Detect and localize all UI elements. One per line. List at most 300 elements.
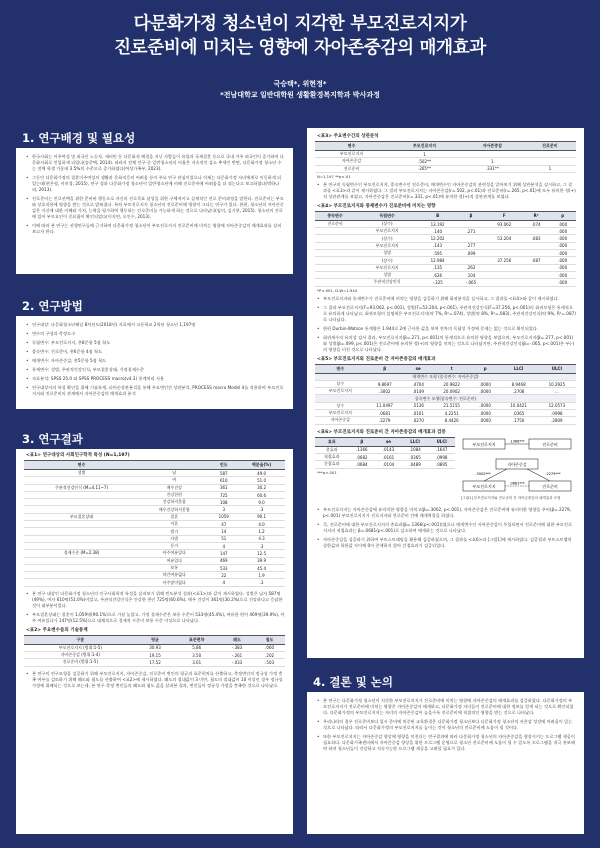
table-row [24,579,285,586]
table-row [24,557,285,564]
table-cell: .0143 [375,446,402,453]
table-row [315,461,455,468]
table-cell: .0365 [500,410,538,417]
table-cell: 성별 [24,470,139,477]
table-cell: 별거 [139,528,209,535]
table-cell: 37.256 [486,257,523,264]
table-header-cell: ULCI [428,437,455,446]
table-header-cell: se [375,437,402,446]
table5-caption: <표5> 부모진로지지와 진로준비 간 자아존중감의 매개효과 [317,356,436,362]
table-cell: 12.202 [419,235,456,242]
table-header-cell: LLCI [500,364,538,373]
table-cell [524,158,576,165]
table-cell: 1 [388,151,461,158]
table-cell: .3 [238,506,285,513]
table-cell: 부모진로지지 [315,388,366,395]
table-cell: 4.2251 [433,410,471,417]
authors: 국승택*, 위현정* [273,80,327,88]
result-bullet: • 한편 Durbin-Watson 통계량은 1.944로 2에 근사한 값을 보여 잔차의 독립성 가정에 문제는 없는 것으로 확인되었다. [317,326,576,332]
table-cell [24,564,139,571]
table-cell: -.065 [456,279,486,286]
table-header-cell: β [456,211,486,220]
table-cell: .0681 [366,410,404,417]
table-cell: 약간여유없다 [139,572,209,579]
table-cell: 17.52 [137,659,174,666]
table2-notes [24,671,285,689]
table-cell: (상수) [355,220,419,227]
table-cell: .5136 [404,402,433,409]
table-row [315,235,576,242]
method-bullet: • 매개변수: 자아존중감, 총5문항 5점 척도 [26,358,285,364]
method-bullet: • 연구대상자의 특성 확인을 위해 기술통계, 피어슨상관분석을 통해 주요변인간 상관분석, PROCESS macro Model 4를 적용하여 부모진로지지와 진로준비의 관계에서 자아존중감의 매개효과 분석 [26,385,285,397]
background-list [16,154,293,235]
method-bullet: • 변수의 구성과 측정도구 [26,331,285,337]
table-cell: 10.2925 [538,380,576,387]
table-cell: 51 [209,535,238,542]
result-bullet: • 회귀계수의 유의성 검사 결과, 부모진로지지(β=.271, p<.001)의 통계적으로 유의한 영향을 보였으며, 부모진로지지(β=.277, p<.001)와 성별(β=.099, p<.001)은 진로준비에 유의한 정(+)의 영향을 미치는 것으로 나타났지만, 주관적건강인식(β=-.065, p<.001)은 부(-)의 영향을 미친 것으로 나타났다. [317,335,576,353]
table-cell: 3 [209,506,238,513]
table-cell: 건강한편 [139,491,209,498]
table-cell: 3.01 [173,659,219,666]
table-cell: .271 [456,228,486,235]
table-cell: 성별 [355,271,419,278]
table-header-cell: 독립변수 [355,211,419,220]
table3-caption: <표3> 주요변수간의 상관분석 [317,134,379,139]
table-cell [24,579,139,586]
table1-caption: <표1> 연구대상의 사회인구학적 특성 (N=1,197) [26,453,130,458]
table-cell: 12.984 [419,257,456,264]
table-cell [486,279,523,286]
background-bullet: • 진로준비는 진로선택을 위한 준비된 행동으로 자신의 진로목표 달성을 위한 구체적이고 실제적인 진로 준비과정을 말한다. 진로준비는 부모와 상호작용에 영향을 받는 것으로 밝혀졌다. 특히 부모진로지지 청소년의 진로준비에 영향이 크다는 연구가 있다. 한편, 청소년의 자아존중감은 자신에 대한 이해와 가치, 능력을 평가하여 행동하는 진로준비를 가능하게 하는 것으로 나타났다(임미, 김기현, 2015). 청소년의 진로에 있어 부모요인이 중요함이 확인되었다(이지연, 오인수, 2013). [26,196,285,220]
table-row [315,151,576,158]
table-row [315,250,576,257]
table-cell: .2809 [538,417,576,424]
table-cell: 이혼 [139,521,209,528]
table-header-cell: 표준편차 [173,635,219,644]
table-cell [456,257,486,264]
table-cell: .0000 [471,380,500,387]
table-cell [461,151,524,158]
table-cell: .0998 [428,453,455,460]
table-cell: 상수 [315,380,366,387]
table-header-cell: 진로준비 [524,142,576,151]
table-row [24,652,285,659]
table-row [315,453,455,460]
table-cell: 8.4426 [433,417,471,424]
table-cell: 남 [139,470,209,477]
table-cell: 4.0 [238,521,285,528]
table-row [24,513,285,520]
table-cell [315,264,355,271]
table-cell [24,528,139,535]
table2-caption: <표2> 주요변수들의 기술통계 [26,627,88,633]
table-cell: 진로준비 (범위:1-5) [24,659,137,666]
table-cell: 상수 [315,402,366,409]
table-cell: .0000 [471,417,500,424]
table-row [24,484,285,491]
table-cell: .143 [419,242,456,249]
table-row [24,535,285,542]
table-cell: -.383 [220,644,254,651]
table-header-cell: β [349,437,376,446]
table-cell [524,151,576,158]
table-cell: 주관적건강인식 (M=4.11~7) [24,484,139,491]
table-row [24,506,285,513]
table-cell: .0682 [349,453,376,460]
results-continued [307,128,584,658]
table-cell: 147 [209,550,238,557]
table-cell: 아주여유있다 [139,550,209,557]
table-cell: 건강하지못함 [139,499,209,506]
table-header-cell: B [419,211,456,220]
table-cell [24,572,139,579]
table-cell [456,235,486,242]
table-row [24,550,285,557]
section-title-results: 3. 연구결과 [16,429,293,449]
table-cell: 4.3 [238,535,285,542]
table1-demographics [24,460,285,587]
section-method [16,296,293,409]
table-header-cell: R² [523,211,550,220]
table-cell: .3002 [366,388,404,395]
table-row [24,528,285,535]
table-cell: 부모결혼상태 [24,513,139,520]
table-cell: 60.6 [238,491,285,498]
mediation-model-figure [459,437,576,495]
table-cell [24,535,139,542]
table-cell: 10.0421 [500,402,538,409]
table-row [315,257,576,264]
table-cell: .331** [461,165,524,172]
table-cell [315,250,355,257]
table-cell: 725 [209,491,238,498]
path-a-label: .3002*** [475,471,491,476]
table-cell: .502** [388,158,461,165]
result-bullet: • 그 결과 부모진로지지(F=93.062, p<.001), 성별(F=53.204, p<.001), 주관적건강인식(F=37.256, p<.001)의 회귀모형은 통계적으로 유의하게 나타났고, 회귀모형의 설명력은 부모진로지지(약 7%, R²=.074), 성별(약 8%, R²=.083), 주관적건강인식(약 9%, R²=.087)로 나타났다. [317,305,576,323]
table-cell: .0895 [428,461,455,468]
section-title-method: 2. 연구방법 [16,296,293,316]
path-c-direct-label: .0681*** [509,481,525,486]
table-row [24,572,285,579]
background-bullet: • 한국사회는 이주여성 및 외국인 노동자, 새터민 등 다문화적 배경을 지닌 사람들이 유입과 국제결혼 등으로 국내 거주 외국인이 증가하여 다문화사회로 진입하게 되었다(송준택, 2014). 따라서 전체 인구 중 일반청소년의 비율은 지속적인 감소 추세인 반면, 다문화가정 청소년 수는 전체 학생 가운데 3.5%의 수준으로 증가하였다(여성가족부, 2023). [26,154,285,172]
conclusion-bullet: • 또한 부모진로지지는 자아존중감 향상에 영향을 미친다는 연구결과에 따라 다문화가정 청소년의 자아존중감을 향상시키는 프로그램 제공이 필요하다. 다문화가족센터에서 자아존중감 향상을 위한 프로그램 운영으로 청소년 진로준비에 도움이 될 수 있도록 프로그램을 적극 홍보해야 하며 청소년들이 건강하고 지속가능한 프로그램 제공을 고려할 필요가 있다. [317,734,576,752]
table-header-cell: 평균 [137,635,174,644]
table-cell: 1.9 [238,572,285,579]
table-row [315,228,576,235]
table5-mediation [315,364,576,425]
table-cell: .265** [388,165,461,172]
result-bullet: • 자아존중감을 검증하기 위하여 부트스트래핑을 활용해 검증하였으며, 그 결과를 <표6>과 [그림1]에 제시하였다. 검증결과 부트스트랩의 상한값과 하한값 사이에 0이 존재하지 않아 간접효과가 검증되었다. [317,537,576,549]
table-cell: .000 [549,264,576,271]
table-cell: 직접효과 [315,453,349,460]
table-cell: .1647 [428,446,455,453]
table4-notes [315,296,576,353]
table-cell: .000 [549,257,576,264]
table-cell: .3 [238,579,285,586]
table-cell [486,271,523,278]
table-cell: .503 [254,659,285,666]
table-cell: 부모진로지지 [315,151,388,158]
table-cell: 경제수준 (M=2.38) [24,550,139,557]
table-cell: 361 [209,484,238,491]
table-cell [523,279,550,286]
table-subheader-cell: 종속변수 모형(종속변수: 진로준비) [315,395,576,402]
table-cell [523,271,550,278]
table-cell: .060 [254,644,285,651]
table-cell: 자아존중감 [315,158,388,165]
diagram-caption: [그림1] 부모진로지지와 진로준비 간 자아존중감의 매개효과 모형 [461,495,561,500]
table-cell: 자아존중감 [315,417,366,424]
table-cell: 5.86 [173,644,219,651]
table-cell: 51.0 [238,477,285,484]
table-cell: .4704 [404,380,433,387]
background-bullet: • 그동안 다문화가정의 결혼이주여성의 생활과 문화적응의 어려움 등이 주요 연구 관심이었으나 이제는 다문화가정 자녀에게로 이동하게 되었는데(현은형, 이미경, 2015), 연구 결과 다문화가정 청소년이 일반청소년에 비해 진로준비에 어려움을 더 겪는다고 보고하였다(박하나 외, 2013). [26,175,285,193]
table-cell [315,228,355,235]
table-cell: 부모진로지지 [315,410,366,417]
independent-label: 부모진로지지 [472,483,496,489]
table-row [315,410,576,417]
table-cell: 12.0573 [538,402,576,409]
table-cell: .104 [456,271,486,278]
table-cell: .262 [456,264,486,271]
method-bullet: • 독립변수: 부모진로지지, 총8문항 5점 척도 [26,340,285,346]
table-cell: .3 [238,542,285,549]
table-row [315,242,576,249]
table-cell [315,242,355,249]
method-bullet: • 자료분석: SPSS 25.0 와 SPSS PROCESS macro(v4.3) 통계처리 사용 [26,376,285,382]
table-cell: 20.0902 [433,388,471,395]
table-cell: 3.50 [173,652,219,659]
table-cell: 부모진로지지 (범위:1-5) [24,644,137,651]
method-bullet: • 종속변수: 진로준비, 총6문항 4점 척도 [26,349,285,355]
table3-correlation [315,141,576,173]
title-line2: 진로준비에 미치는 영향에 자아존중감의 매개효과 [114,38,486,58]
table-cell: .1084 [402,446,429,453]
table-cell [486,264,523,271]
table-cell: 21.5155 [433,402,471,409]
table-cell: .0104 [375,461,402,468]
table1-notes [24,591,285,624]
table-cell: 587 [209,470,238,477]
table-row [24,644,285,651]
table-header-cell: 효과 [315,437,349,446]
table-header-cell: 변수 [315,364,366,373]
table-cell: 469 [209,557,238,564]
table-cell: .277 [456,242,486,249]
table-cell: 14 [209,528,238,535]
table-cell: ... [538,388,576,395]
poster-header [0,0,600,112]
table-cell: 4 [209,542,238,549]
table-cell: .099 [456,250,486,257]
table-cell: .087 [523,257,550,264]
table-cell: .2708 [500,388,538,395]
table-cell: .0684 [349,461,376,468]
table-row [24,521,285,528]
table-row [315,220,576,227]
table-cell: .0270 [404,417,433,424]
mediation-diagram [459,437,576,504]
table-cell: 12.5 [238,550,285,557]
table-cell: .000 [549,228,576,235]
table-cell: 간접효과 [315,461,349,468]
table-cell: (상수) [355,257,419,264]
table-cell: 20.9822 [433,380,471,387]
table-cell [24,557,139,564]
table-cell: 총효과 [315,446,349,453]
table-cell [486,242,523,249]
table-cell: 진로준비 [315,165,388,172]
table-cell: 여 [139,477,209,484]
section-title-background: 1. 연구배경 및 필요성 [16,128,293,148]
table-cell [315,271,355,278]
table-row [24,499,285,506]
table-cell: 아주많이없다 [139,579,209,586]
table-cell [24,491,139,498]
table-cell [315,279,355,286]
table-cell: -.261 [220,652,254,659]
dependent-label: 진로준비 [542,483,558,489]
table-cell: 13.192 [419,220,456,227]
table3-notes [315,182,576,200]
table-header-cell [139,461,209,470]
table-cell: -.325 [419,279,456,286]
table-cell: 30.93 [137,644,174,651]
table-cell [24,499,139,506]
table-header-cell: p [549,211,576,220]
table-cell: 53.204 [486,235,523,242]
table6-effects [315,437,455,469]
table-cell: .140 [419,228,456,235]
table-cell: .0998 [538,410,576,417]
result-bullet: • 부모진로지지와 통제변수가 진로준비에 미치는 영향을 검증하기 위해 회귀분석을 실시하고, 그 결과를 <표4>와 같이 제시하였다. [317,296,576,302]
table-cell: .0000 [471,410,500,417]
path-c-total-label: .1366*** [509,439,525,444]
table-cell: 매우건강 [139,484,209,491]
table-row [315,402,576,409]
table-cell [24,506,139,513]
table-row [315,158,576,165]
table-cell [523,242,550,249]
table-header-cell: se [404,364,433,373]
table-cell [456,220,486,227]
table-cell: 30.2 [238,484,285,491]
section-results [16,429,293,834]
table-cell: 사별 [139,535,209,542]
table-cell: 108 [209,499,238,506]
table-cell [315,235,355,242]
table-cell: .000 [549,220,576,227]
result-bullet: • 본 연구 대상인 다문화가정 청소년의 인구사회학적 특성을 살펴보기 위해 빈도분석 결과(<표1>)과 같이 제시하였다. 성별은 남자 587명(49%), 여자 610명(51.0%)이었고, 주관적건강인식은 건강한 편인 725명(60.6%), 매우 건강이 361명(30.2%)으로 건강하다고 응답한 것이 대부분이었다. [26,591,285,609]
table-cell: .135 [419,264,456,271]
table-row [315,388,576,395]
table-cell: .2279 [366,417,404,424]
table-cell: 부모진로지지 [355,242,419,249]
conclusion-list [307,698,584,752]
table-cell: .0149 [404,388,433,395]
table-cell: 부모진로지지 [355,228,419,235]
table-cell: 45.4 [238,564,285,571]
table6-caption: <표6> 부모진로지지와 진로준비 간 자아존중감의 매개효과 검증 [317,429,446,435]
table-cell: .000 [549,250,576,257]
table-cell: 610 [209,477,238,484]
table-header-cell: ULCI [538,364,576,373]
table-cell: 여유있다 [139,557,209,564]
table-cell: 부모진로지지 [355,264,419,271]
table-cell [523,228,550,235]
table-cell: 성별 [355,250,419,257]
table3-note: N=1,197 **p<.01 [317,173,351,179]
table-cell: 1 [524,165,576,172]
method-bullet: • 통제변수: 성별, 주관적건강인식, 부모결혼상태, 가정경제수준 [26,367,285,373]
table-cell: .0000 [471,388,500,395]
table-cell: .000 [549,271,576,278]
section-conclusion [307,672,584,834]
table4-caption: <표4> 부모진로지지와 통제변수가 진로준비에 미치는 영향 [317,203,436,209]
table-row [315,165,576,172]
mediator-label: 자아존중감 [507,461,527,467]
table-row [24,470,285,477]
table-cell: .000 [549,279,576,286]
table-header-cell: 구분 [24,635,137,644]
table-row [24,542,285,549]
table-cell: .626 [419,271,456,278]
table-cell: 보통 [139,564,209,571]
table-header-cell: 백분율(%) [238,461,285,470]
table-cell [24,542,139,549]
independent-label-top: 부모진로지지 [472,441,496,447]
table-header-cell: 왜도 [220,635,254,644]
table-cell: 39.9 [238,557,285,564]
table-cell: 19.15 [137,652,174,659]
table-cell: .0489 [402,461,429,468]
table-cell: .000 [549,242,576,249]
result-bullet: • 본 연구의 연구모형을 검증하기 위해 부모진로지지, 자아존중감, 진로준비 변인의 평균과 표준편차를 산출하고, 측정변인의 정규성 가정 충족 여부를 검토하기 위해 왜도와 첨도를 산출하여 <표2>에 제시하였다. 왜도의 절대값이 3 미만, 첨도의 절대값이 10 이상인 경우 정규성 가정에 위배되는 것으로 보는데, 본 연구 측정 변인들의 왜도와 첨도 값을 살펴본 결과, 변인들이 정규성 가정을 충족한 것으로 나타났다. [26,671,285,689]
table-cell: 93.062 [486,220,523,227]
table-cell: 9.8697 [366,380,404,387]
table-cell: 매우건강하지못함 [139,506,209,513]
table-cell: 주관적건강인식 [355,279,419,286]
table-cell: 자아존중감 (범위:1-4) [24,652,137,659]
table-cell: 9.0 [238,499,285,506]
path-b-label: .2279*** [545,471,561,476]
table-header-cell: 첨도 [254,635,285,644]
table-header-cell: LLCI [402,437,429,446]
table-cell: 1 [461,158,524,165]
conclusion-bullet: • 우리나라의 경우 진로준비보다 입시 준비에 치중된 교육환경은 다문화가정 청소년보다 다문화가정 청소년의 자존감 성장에 어려움이 있는 것으로 나타났다. 따라서 다문화가정의 부모진로지지를 높이는 것이 청소년의 진로준비에 도움이 될 것이다. [317,719,576,731]
affiliation: *전남대학교 일반대학원 생활환경복지학과 박사과정 [220,91,380,99]
table4-note: *P<.001, D-W=1.944 [317,287,358,293]
table-row [315,264,576,271]
table-row [315,446,455,453]
table-row [24,659,285,666]
table-row [315,271,576,278]
table-cell: .0161 [375,453,402,460]
table-cell: .202 [254,652,285,659]
table-cell: 11.0497 [366,402,404,409]
conclusion-bullet: • 본 연구는 다문화가정 청소년이 지각한 부모진로지지가 진로준비에 미치는 영향에 자아존중감의 매개효과를 검증하였다. 다문화가정의 부모진로지지가 진로준비에 미치는 영향은 자아존중감이 매개하고, 다문화가정 자녀들이 진로준비에 대한 정보를 얻게 되는 것으로 확인되었다. 다문화가정의 부모진로지지는 자녀의 자아존중감이 높을수록 진로준비에 직접적인 영향을 받는 것으로 나타났다. [317,698,576,716]
table-header-cell: t [433,364,471,373]
table-cell [523,264,550,271]
section-background [16,128,293,274]
table-cell: .0000 [471,402,500,409]
table-cell: 진로준비 [315,220,355,227]
background-bullet: • 이에 따라 본 연구는 선행연구들에 근거하여 다문화가정 청소년이 부모진로지지 진로준비에 미치는 영향에 자아존중감의 매개효과를 살펴보고자 한다. [26,223,285,235]
table-header-cell: F [486,211,523,220]
table-subheader-row [315,373,576,380]
result-bullet: • 본 연구의 독립변수인 부모진로지지, 종속변수인 진로준비, 매개변수인 자아존중감의 관련성을 알아보기 위해 상관분석을 실시하고, 그 결과를 <표3>과 같이 제시하였다. 그 결과 부모진로지지는 자아존중감(r=.502, p<.01)과 진로준비(r=.265, p<.01)에 모두 유의한 정(+)적 상관관계를 보였고, 자아존중감은 진로준비(r=.331, p<.01)에 유의한 정(+)적 상관관계를 보였다. [317,182,576,200]
table-cell: (상수) [355,235,419,242]
